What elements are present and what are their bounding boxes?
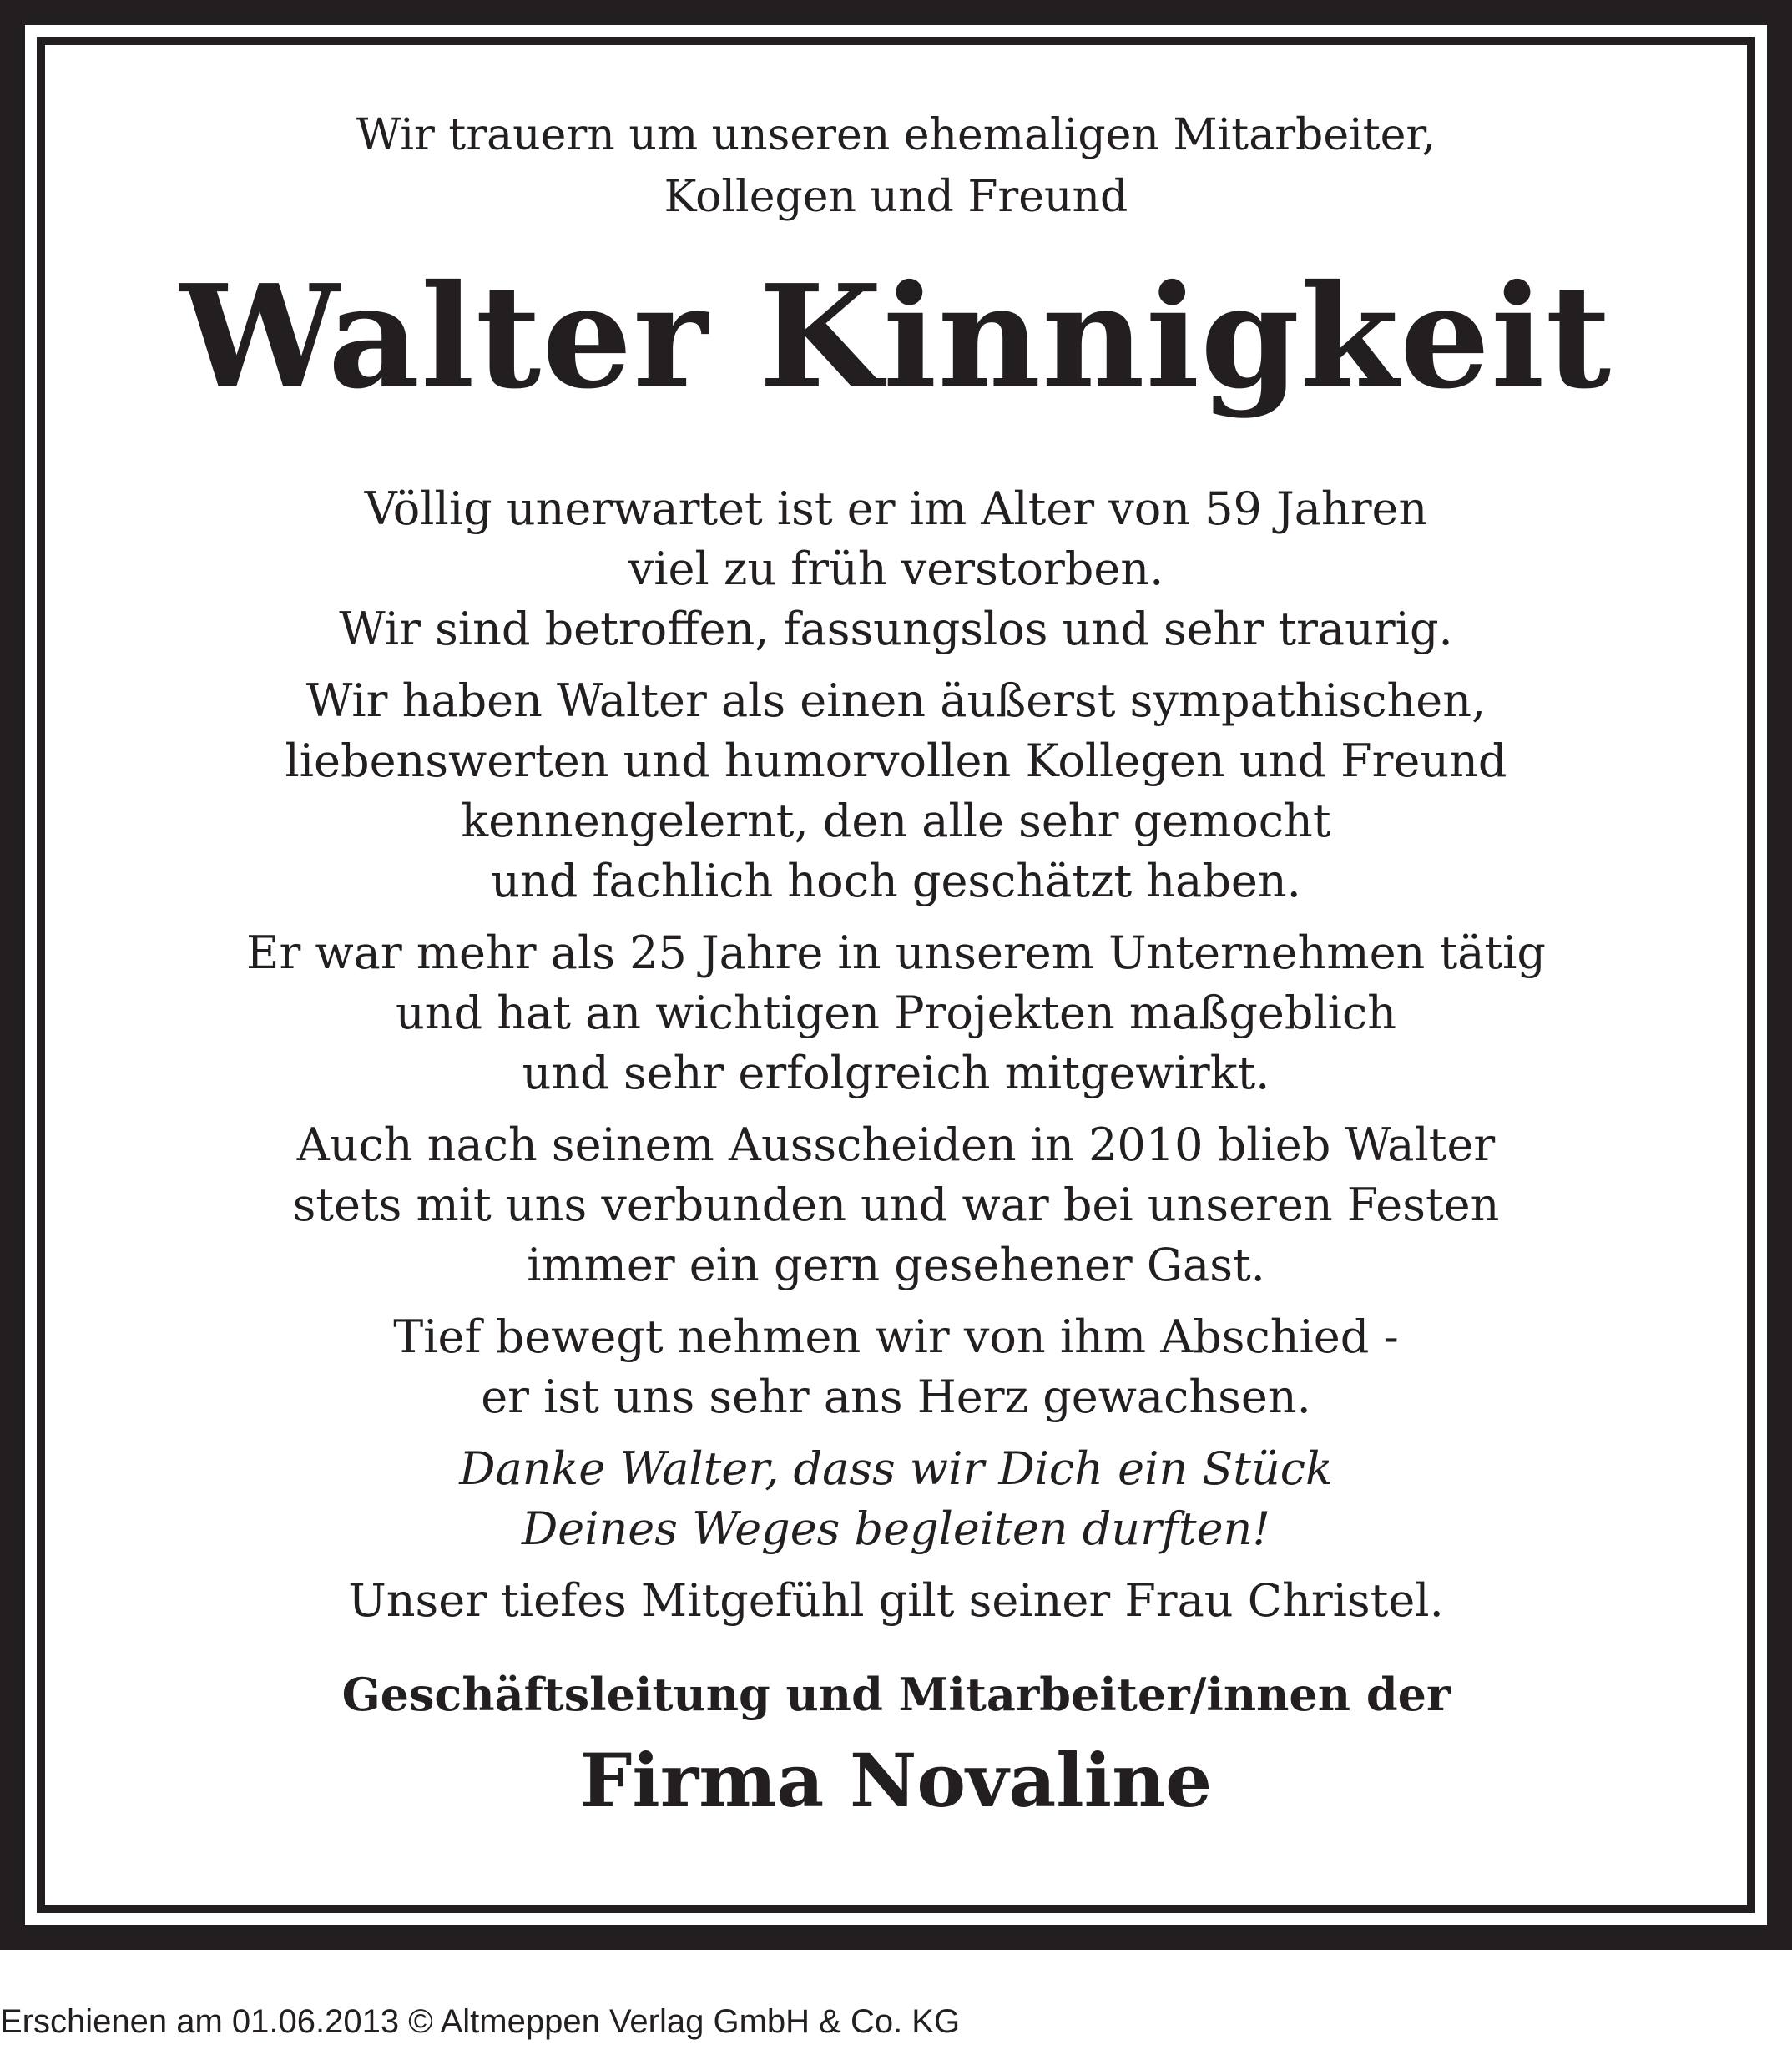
paragraph-2-line-1: Wir haben Walter als einen äußerst sympathischen, bbox=[305, 674, 1487, 727]
paragraph-3-line-1: Er war mehr als 25 Jahre in unserem Unternehmen tätig bbox=[246, 927, 1546, 979]
signature-line: Geschäftsleitung und Mitarbeiter/innen der bbox=[341, 1668, 1451, 1721]
paragraph-1-line-2: viel zu früh verstorben. bbox=[628, 543, 1164, 595]
deceased-name: Walter Kinnigkeit bbox=[179, 254, 1613, 421]
quote-line-1: Danke Walter, dass wir Dich ein Stück bbox=[459, 1442, 1333, 1495]
paragraph-3-line-2: und hat an wichtigen Projekten maßgeblich bbox=[395, 987, 1397, 1039]
intro-line-2: Kollegen und Freund bbox=[664, 172, 1128, 222]
paragraph-3-line-3: und sehr erfolgreich mitgewirkt. bbox=[522, 1047, 1270, 1099]
paragraph-4-line-3: immer ein gern gesehener Gast. bbox=[527, 1239, 1265, 1291]
condolence-line: Unser tiefes Mitgefühl gilt seiner Frau Christel. bbox=[348, 1574, 1444, 1627]
paragraph-4-line-1: Auch nach seinem Ausscheiden in 2010 blieb Walter bbox=[296, 1118, 1496, 1171]
paragraph-2-line-2: liebenswerten und humorvollen Kollegen und Freund bbox=[285, 735, 1507, 787]
paragraph-1-line-1: Völlig unerwartet ist er im Alter von 59 Jahren bbox=[364, 482, 1428, 535]
paragraph-2-line-3: kennengelernt, den alle sehr gemocht bbox=[461, 795, 1331, 847]
paragraph-5-line-2: er ist uns sehr ans Herz gewachsen. bbox=[481, 1371, 1311, 1423]
publication-footer: Erschienen am 01.06.2013 © Altmeppen Verlag GmbH & Co. KG bbox=[0, 2003, 961, 2040]
obituary-content bbox=[45, 45, 1747, 1905]
intro-line-1: Wir trauern um unseren ehemaligen Mitarbeiter, bbox=[356, 110, 1436, 160]
paragraph-2-line-4: und fachlich hoch geschätzt haben. bbox=[491, 855, 1301, 907]
paragraph-4-line-2: stets mit uns verbunden und war bei unseren Festen bbox=[292, 1179, 1500, 1231]
firm-name: Firma Novaline bbox=[579, 1737, 1213, 1824]
quote-line-2: Deines Weges begleiten durften! bbox=[521, 1502, 1271, 1555]
paragraph-5-line-1: Tief bewegt nehmen wir von ihm Abschied - bbox=[393, 1310, 1399, 1363]
paragraph-1-line-3: Wir sind betroffen, fassungslos und sehr traurig. bbox=[339, 603, 1453, 655]
